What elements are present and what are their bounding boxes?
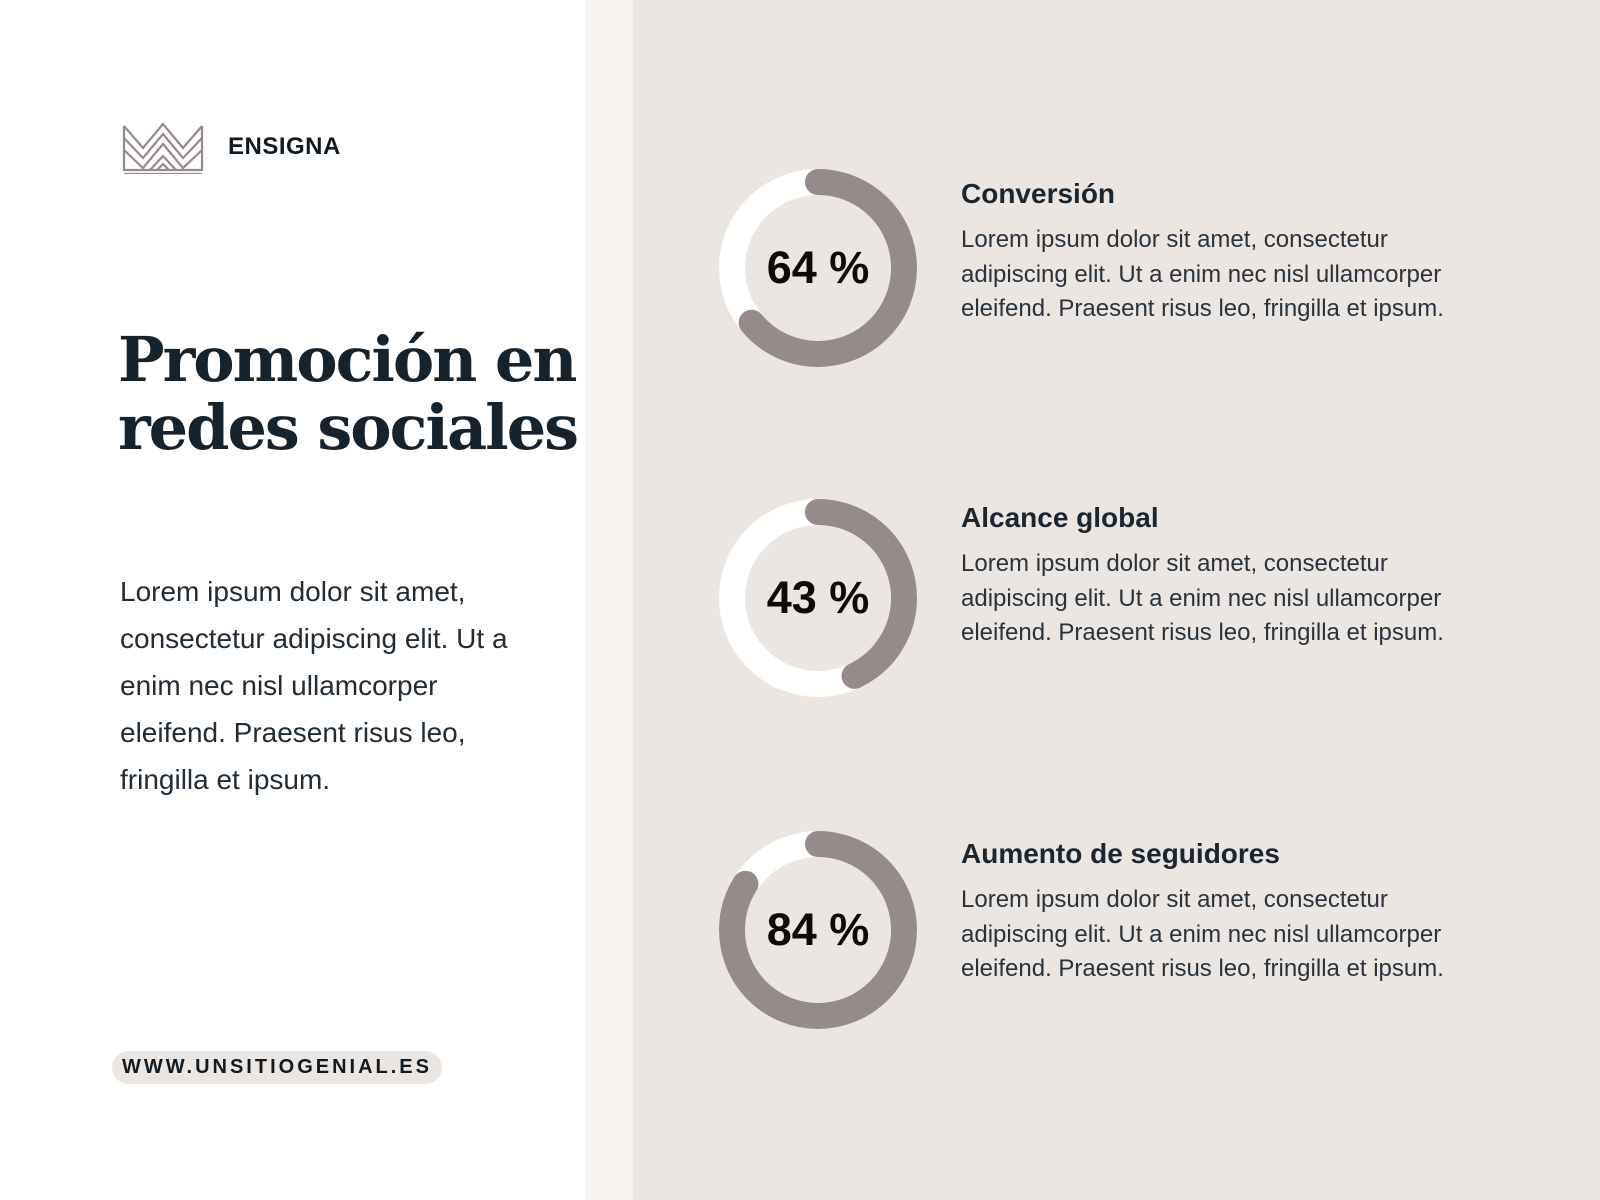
brand-name: ENSIGNA: [228, 133, 341, 160]
divider-strip: [585, 0, 633, 1200]
stat-aumento-seguidores: [718, 830, 1538, 1030]
page-title: Promoción en redes sociales: [118, 323, 578, 464]
ring-percent-label: 43 %: [766, 572, 870, 623]
brand: [122, 120, 341, 174]
crown-icon: [122, 120, 204, 174]
stat-heading: Aumento de seguidores: [961, 838, 1280, 869]
stat-heading: Conversión: [961, 178, 1116, 209]
stat-conversion: [718, 168, 1538, 368]
stat-description: Lorem ipsum dolor sit amet, consectetur adipiscing elit. Ut a enim nec nisl ullamcorper eleifend. Praesent risus leo, fringilla et ipsum.: [961, 550, 1444, 646]
ring-percent-label: 84 %: [766, 904, 870, 955]
stat-description: Lorem ipsum dolor sit amet, consectetur adipiscing elit. Ut a enim nec nisl ullamcorper eleifend. Praesent risus leo, fringilla et ipsum.: [961, 226, 1444, 322]
website-badge[interactable]: WWW.UNSITIOGENIAL.ES: [112, 1051, 442, 1084]
progress-ring: [718, 498, 918, 698]
progress-ring: [718, 168, 918, 368]
stat-alcance-global: [718, 498, 1538, 698]
stat-heading: Alcance global: [961, 502, 1159, 533]
ring-percent-label: 64 %: [766, 242, 870, 293]
intro-text: Lorem ipsum dolor sit amet, consectetur adipiscing elit. Ut a enim nec nisl ullamcorper eleifend. Praesent risus leo, fringilla et ipsum.: [120, 576, 508, 795]
progress-ring: [718, 830, 918, 1030]
stat-description: Lorem ipsum dolor sit amet, consectetur adipiscing elit. Ut a enim nec nisl ullamcorper eleifend. Praesent risus leo, fringilla et ipsum.: [961, 886, 1444, 982]
